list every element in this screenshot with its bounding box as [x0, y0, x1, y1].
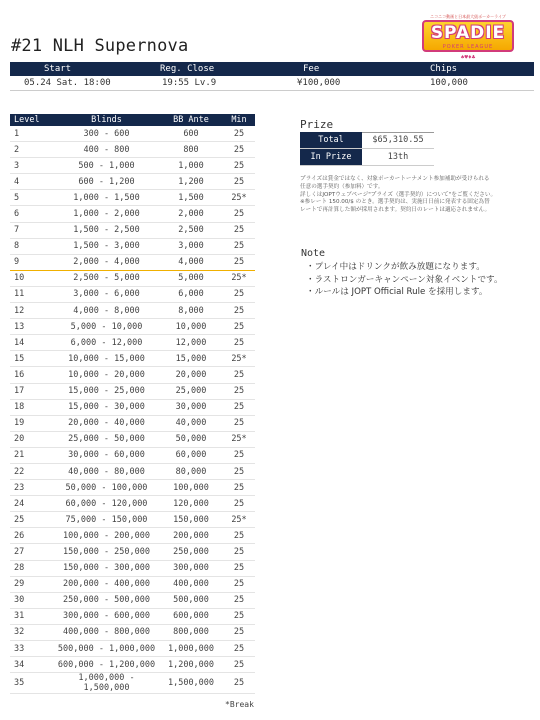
blind-level-row	[10, 383, 255, 399]
min-cell: 25	[223, 463, 255, 479]
level-cell: 14	[10, 335, 54, 351]
level-cell: 25	[10, 512, 54, 528]
chips-header: Chips	[430, 64, 458, 74]
min-cell: 25	[223, 254, 255, 270]
min-cell: 25*	[223, 431, 255, 447]
blinds-cell: 15,000 - 30,000	[54, 399, 159, 415]
min-cell: 25	[223, 608, 255, 624]
ante-cell: 40,000	[159, 415, 223, 431]
ante-cell: 1,500	[159, 190, 223, 206]
min-cell: 25	[223, 222, 255, 238]
blind-level-row	[10, 126, 255, 142]
prize-row	[300, 132, 434, 149]
blind-level-row	[10, 592, 255, 608]
min-cell: 25	[223, 286, 255, 302]
min-cell: 25	[223, 158, 255, 174]
min-cell: 25	[223, 592, 255, 608]
level-header: Level	[10, 114, 54, 126]
min-cell: 25	[223, 657, 255, 673]
ante-cell: 400,000	[159, 576, 223, 592]
min-cell: 25	[223, 560, 255, 576]
blinds-cell: 4,000 - 8,000	[54, 303, 159, 319]
ante-cell: 60,000	[159, 447, 223, 463]
ante-cell: 600	[159, 126, 223, 142]
blinds-cell: 50,000 - 100,000	[54, 480, 159, 496]
blind-level-row	[10, 286, 255, 302]
level-cell: 18	[10, 399, 54, 415]
ante-cell: 6,000	[159, 286, 223, 302]
ante-cell: 250,000	[159, 544, 223, 560]
min-cell: 25	[223, 206, 255, 222]
note-item: ・プレイ中はドリンクが飲み放題になります。	[306, 262, 485, 272]
break-footnote: *Break	[225, 700, 254, 709]
ante-cell: 800	[159, 142, 223, 158]
blind-level-row	[10, 238, 255, 254]
page-title: #21 NLH Supernova	[11, 36, 189, 56]
level-cell: 13	[10, 319, 54, 335]
blind-level-row	[10, 303, 255, 319]
blinds-header: Blinds	[54, 114, 159, 126]
blind-level-row	[10, 431, 255, 447]
blinds-cell: 100,000 - 200,000	[54, 528, 159, 544]
event-info-values	[10, 76, 534, 91]
min-cell: 25	[223, 126, 255, 142]
blind-level-row	[10, 528, 255, 544]
fee-value: ¥100,000	[297, 78, 341, 88]
level-cell: 9	[10, 254, 54, 270]
min-cell: 25*	[223, 270, 255, 286]
level-cell: 27	[10, 544, 54, 560]
prize-note-line: 詳しくはJOPTウェブページ"プライズ（選手契約）について"をご覧ください。	[300, 191, 497, 198]
blinds-cell: 200,000 - 400,000	[54, 576, 159, 592]
blind-level-row	[10, 463, 255, 479]
logo-wordmark: SPADIE	[430, 23, 506, 43]
ante-cell: 800,000	[159, 624, 223, 640]
ante-cell: 3,000	[159, 238, 223, 254]
ante-cell: 50,000	[159, 431, 223, 447]
ante-cell: 200,000	[159, 528, 223, 544]
blinds-cell: 1,000,000 - 1,500,000	[54, 673, 159, 694]
level-cell: 17	[10, 383, 54, 399]
level-cell: 16	[10, 367, 54, 383]
ante-cell: 8,000	[159, 303, 223, 319]
min-cell: 25*	[223, 512, 255, 528]
blinds-cell: 20,000 - 40,000	[54, 415, 159, 431]
blind-level-row	[10, 673, 255, 694]
min-cell: 25	[223, 238, 255, 254]
blind-table-header	[10, 114, 255, 126]
blinds-cell: 250,000 - 500,000	[54, 592, 159, 608]
start-header: Start	[44, 64, 72, 74]
level-cell: 32	[10, 624, 54, 640]
blinds-cell: 500 - 1,000	[54, 158, 159, 174]
blind-level-row	[10, 512, 255, 528]
prize-note-line: レートで再計算した額が採用されます。契約日のレートは適応されません。	[300, 207, 491, 214]
min-cell: 25	[223, 544, 255, 560]
ante-cell: 2,500	[159, 222, 223, 238]
blinds-cell: 300 - 600	[54, 126, 159, 142]
blind-level-row	[10, 367, 255, 383]
chips-value: 100,000	[430, 78, 468, 88]
level-cell: 28	[10, 560, 54, 576]
in-prize-value: 13th	[362, 149, 434, 166]
min-cell: 25*	[223, 351, 255, 367]
prize-title: Prize	[300, 118, 434, 133]
card-suits-icon: ♠♥♦♣	[460, 54, 476, 61]
level-cell: 19	[10, 415, 54, 431]
min-cell: 25	[223, 142, 255, 158]
level-cell: 24	[10, 496, 54, 512]
min-cell: 25	[223, 319, 255, 335]
ante-cell: 1,200,000	[159, 657, 223, 673]
ante-cell: 5,000	[159, 270, 223, 286]
level-cell: 31	[10, 608, 54, 624]
blinds-cell: 3,000 - 6,000	[54, 286, 159, 302]
level-cell: 4	[10, 174, 54, 190]
blinds-cell: 15,000 - 25,000	[54, 383, 159, 399]
ante-cell: 500,000	[159, 592, 223, 608]
blinds-cell: 30,000 - 60,000	[54, 447, 159, 463]
level-cell: 5	[10, 190, 54, 206]
ante-cell: 150,000	[159, 512, 223, 528]
note-item: ・ラストロンガーキャンペーン対象イベントです。	[306, 274, 503, 285]
level-cell: 10	[10, 270, 54, 286]
min-cell: 25	[223, 496, 255, 512]
blinds-cell: 25,000 - 50,000	[54, 431, 159, 447]
blind-level-row	[10, 657, 255, 673]
blind-level-row	[10, 158, 255, 174]
blinds-cell: 1,500 - 2,500	[54, 222, 159, 238]
blind-level-row	[10, 319, 255, 335]
ante-cell: 30,000	[159, 399, 223, 415]
note-list	[306, 261, 503, 299]
ante-cell: 120,000	[159, 496, 223, 512]
min-cell: 25	[223, 415, 255, 431]
blind-level-row	[10, 608, 255, 624]
blinds-cell: 1,000 - 1,500	[54, 190, 159, 206]
prize-table	[300, 132, 434, 166]
level-cell: 29	[10, 576, 54, 592]
blind-level-row	[10, 415, 255, 431]
min-cell: 25	[223, 335, 255, 351]
ante-cell: 1,000,000	[159, 641, 223, 657]
blind-level-row	[10, 190, 255, 206]
ante-cell: 80,000	[159, 463, 223, 479]
logo-tagline: ニコニコ動画と日本最大級ポーカーライブ	[430, 14, 506, 19]
ante-header: BB Ante	[159, 114, 223, 126]
prize-total-label: Total	[300, 132, 362, 149]
ante-cell: 1,500,000	[159, 673, 223, 694]
level-cell: 6	[10, 206, 54, 222]
min-cell: 25	[223, 367, 255, 383]
level-cell: 7	[10, 222, 54, 238]
level-cell: 35	[10, 673, 54, 694]
blind-level-row	[10, 641, 255, 657]
blind-level-row	[10, 544, 255, 560]
min-cell: 25	[223, 399, 255, 415]
blinds-cell: 600 - 1,200	[54, 174, 159, 190]
blind-level-row	[10, 270, 255, 286]
blind-level-row	[10, 576, 255, 592]
in-prize-label: In Prize	[300, 149, 362, 166]
level-cell: 34	[10, 657, 54, 673]
ante-cell: 20,000	[159, 367, 223, 383]
blinds-cell: 400,000 - 800,000	[54, 624, 159, 640]
blinds-cell: 400 - 800	[54, 142, 159, 158]
prize-total-value: $65,310.55	[362, 132, 434, 149]
blinds-cell: 300,000 - 600,000	[54, 608, 159, 624]
min-cell: 25	[223, 303, 255, 319]
ante-cell: 2,000	[159, 206, 223, 222]
prize-notes	[300, 176, 530, 215]
blind-level-row	[10, 142, 255, 158]
prize-row	[300, 149, 434, 166]
blinds-cell: 5,000 - 10,000	[54, 319, 159, 335]
reg-close-header: Reg. Close	[160, 64, 215, 74]
ante-cell: 4,000	[159, 254, 223, 270]
blind-level-row	[10, 206, 255, 222]
min-cell: 25	[223, 624, 255, 640]
level-cell: 21	[10, 447, 54, 463]
blinds-cell: 1,500 - 3,000	[54, 238, 159, 254]
ante-cell: 25,000	[159, 383, 223, 399]
level-cell: 20	[10, 431, 54, 447]
blinds-cell: 60,000 - 120,000	[54, 496, 159, 512]
blind-level-row	[10, 174, 255, 190]
prize-note-line: 任意の選手契約（参加料）です。	[300, 183, 384, 190]
min-cell: 25	[223, 528, 255, 544]
blind-structure-table	[10, 114, 255, 694]
reg-close-value: 19:55 Lv.9	[162, 78, 217, 88]
blind-level-row	[10, 624, 255, 640]
blinds-cell: 10,000 - 20,000	[54, 367, 159, 383]
logo-subtitle: POKER LEAGUE	[442, 44, 494, 50]
level-cell: 23	[10, 480, 54, 496]
start-value: 05.24 Sat. 18:00	[24, 78, 111, 88]
ante-cell: 12,000	[159, 335, 223, 351]
fee-header: Fee	[303, 64, 320, 74]
ante-cell: 300,000	[159, 560, 223, 576]
level-cell: 12	[10, 303, 54, 319]
level-cell: 26	[10, 528, 54, 544]
min-cell: 25	[223, 641, 255, 657]
level-cell: 22	[10, 463, 54, 479]
blind-level-row	[10, 335, 255, 351]
blinds-cell: 600,000 - 1,200,000	[54, 657, 159, 673]
blinds-cell: 500,000 - 1,000,000	[54, 641, 159, 657]
min-cell: 25	[223, 447, 255, 463]
blind-level-row	[10, 496, 255, 512]
blinds-cell: 2,500 - 5,000	[54, 270, 159, 286]
blinds-cell: 150,000 - 250,000	[54, 544, 159, 560]
min-cell: 25	[223, 480, 255, 496]
prize-note-line: ※参レート 150.00/$ のとき。選手契約は、実施日日前に発表する固定為替	[300, 199, 490, 206]
min-cell: 25	[223, 673, 255, 694]
blinds-cell: 6,000 - 12,000	[54, 335, 159, 351]
level-cell: 33	[10, 641, 54, 657]
blinds-cell: 150,000 - 300,000	[54, 560, 159, 576]
min-header: Min	[223, 114, 255, 126]
level-cell: 1	[10, 126, 54, 142]
event-info-header	[10, 62, 534, 76]
blinds-cell: 10,000 - 15,000	[54, 351, 159, 367]
blind-level-row	[10, 399, 255, 415]
ante-cell: 600,000	[159, 608, 223, 624]
level-cell: 30	[10, 592, 54, 608]
blind-level-row	[10, 254, 255, 270]
level-cell: 8	[10, 238, 54, 254]
level-cell: 3	[10, 158, 54, 174]
blinds-cell: 1,000 - 2,000	[54, 206, 159, 222]
ante-cell: 10,000	[159, 319, 223, 335]
blinds-cell: 75,000 - 150,000	[54, 512, 159, 528]
blind-level-row	[10, 480, 255, 496]
blind-level-row	[10, 447, 255, 463]
note-item: ・ルールは JOPT Official Rule を採用します。	[306, 287, 488, 297]
ante-cell: 1,000	[159, 158, 223, 174]
ante-cell: 15,000	[159, 351, 223, 367]
blind-level-row	[10, 222, 255, 238]
min-cell: 25	[223, 174, 255, 190]
ante-cell: 1,200	[159, 174, 223, 190]
min-cell: 25*	[223, 190, 255, 206]
min-cell: 25	[223, 576, 255, 592]
min-cell: 25	[223, 383, 255, 399]
note-title: Note	[301, 248, 326, 259]
blind-level-row	[10, 351, 255, 367]
ante-cell: 100,000	[159, 480, 223, 496]
level-cell: 11	[10, 286, 54, 302]
level-cell: 2	[10, 142, 54, 158]
blind-level-row	[10, 560, 255, 576]
blinds-cell: 2,000 - 4,000	[54, 254, 159, 270]
level-cell: 15	[10, 351, 54, 367]
prize-note-line: プライズは賞金ではなく、対象ポーカートーナメント参加補助が受けられる	[300, 176, 490, 182]
blinds-cell: 40,000 - 80,000	[54, 463, 159, 479]
spadie-logo	[408, 14, 526, 62]
